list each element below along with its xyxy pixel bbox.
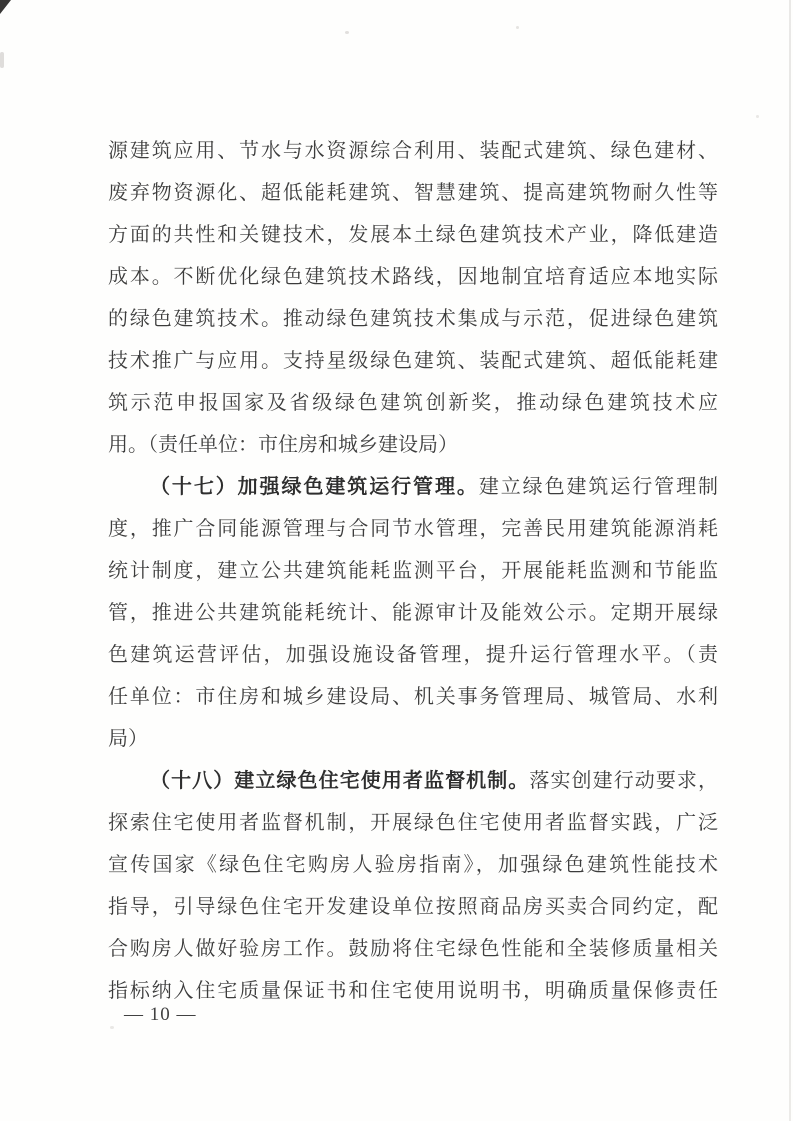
para-16-continuation [108, 130, 718, 466]
scan-speck [345, 31, 349, 34]
para-17 [108, 466, 718, 760]
text-line [108, 214, 718, 256]
body-text: 指导，引导绿色住宅开发建设单位按照商品房买卖合同约定，配 [108, 896, 718, 918]
body-text: 指标纳入住宅质量保证书和住宅使用说明书，明确质量保修责任 [108, 980, 718, 1002]
text-line [108, 802, 718, 844]
text-line [108, 256, 718, 298]
text-line [108, 298, 718, 340]
body-text: 技术推广与应用。支持星级绿色建筑、装配式建筑、超低能耗建 [108, 350, 718, 372]
body-text: 探索住宅使用者监督机制，开展绿色住宅使用者监督实践，广泛 [108, 812, 718, 834]
text-line [108, 424, 718, 466]
text-line [108, 550, 718, 592]
text-line [108, 718, 718, 760]
text-line [108, 634, 718, 676]
text-line [108, 886, 718, 928]
body-text: 成本。不断优化绿色建筑技术路线，因地制宜培育适应本地实际 [108, 266, 718, 288]
section-heading: （十八）建立绿色住宅使用者监督机制。 [150, 770, 530, 792]
section-heading: （十七）加强绿色建筑运行管理。 [150, 476, 479, 498]
body-text: 方面的共性和关键技术，发展本土绿色建筑技术产业，降低建造 [108, 224, 718, 246]
body-text: 建立绿色建筑运行管理制 [478, 476, 718, 498]
text-line [108, 466, 718, 508]
scan-smudge-top-left [0, 0, 11, 14]
text-line [108, 592, 718, 634]
text-line [108, 340, 718, 382]
body-text: 废弃物资源化、超低能耗建筑、智慧建筑、提高建筑物耐久性等 [108, 182, 718, 204]
para-18 [108, 760, 718, 1012]
scan-speck [110, 1026, 114, 1029]
text-line [108, 760, 718, 802]
body-text: 管，推进公共建筑能耗统计、能源审计及能效公示。定期开展绿 [108, 602, 718, 624]
body-text: 色建筑运营评估，加强设施设备管理，提升运行管理水平。（责 [108, 644, 718, 666]
text-line [108, 508, 718, 550]
body-text: 度，推广合同能源管理与合同节水管理，完善民用建筑能源消耗 [108, 518, 718, 540]
body-text: 落实创建行动要求， [529, 770, 718, 792]
body-text: 用。（责任单位：市住房和城乡建设局） [108, 434, 458, 456]
body-text: 统计制度，建立公共建筑能耗监测平台，开展能耗监测和节能监 [108, 560, 718, 582]
body-text: 宣传国家《绿色住宅购房人验房指南》，加强绿色建筑性能技术 [108, 854, 718, 876]
text-line [108, 676, 718, 718]
text-line [108, 172, 718, 214]
page-number: — 10 — [124, 1004, 197, 1025]
page-edge-shadow [789, 0, 791, 1121]
text-line [108, 970, 718, 1012]
scan-speck [516, 26, 519, 29]
text-line [108, 844, 718, 886]
scan-speck [756, 115, 759, 118]
scan-smudge-left [0, 52, 4, 68]
text-line [108, 130, 718, 172]
body-text: 源建筑应用、节水与水资源综合利用、装配式建筑、绿色建材、 [108, 140, 718, 162]
body-text: 任单位：市住房和城乡建设局、机关事务管理局、城管局、水利 [108, 686, 718, 708]
text-line [108, 928, 718, 970]
body-text: 合购房人做好验房工作。鼓励将住宅绿色性能和全装修质量相关 [108, 938, 718, 960]
body-text: 筑示范申报国家及省级绿色建筑创新奖，推动绿色建筑技术应 [108, 392, 718, 414]
document-body [108, 130, 718, 1012]
text-line [108, 382, 718, 424]
body-text: 局） [108, 728, 148, 750]
body-text: 的绿色建筑技术。推动绿色建筑技术集成与示范，促进绿色建筑 [108, 308, 718, 330]
